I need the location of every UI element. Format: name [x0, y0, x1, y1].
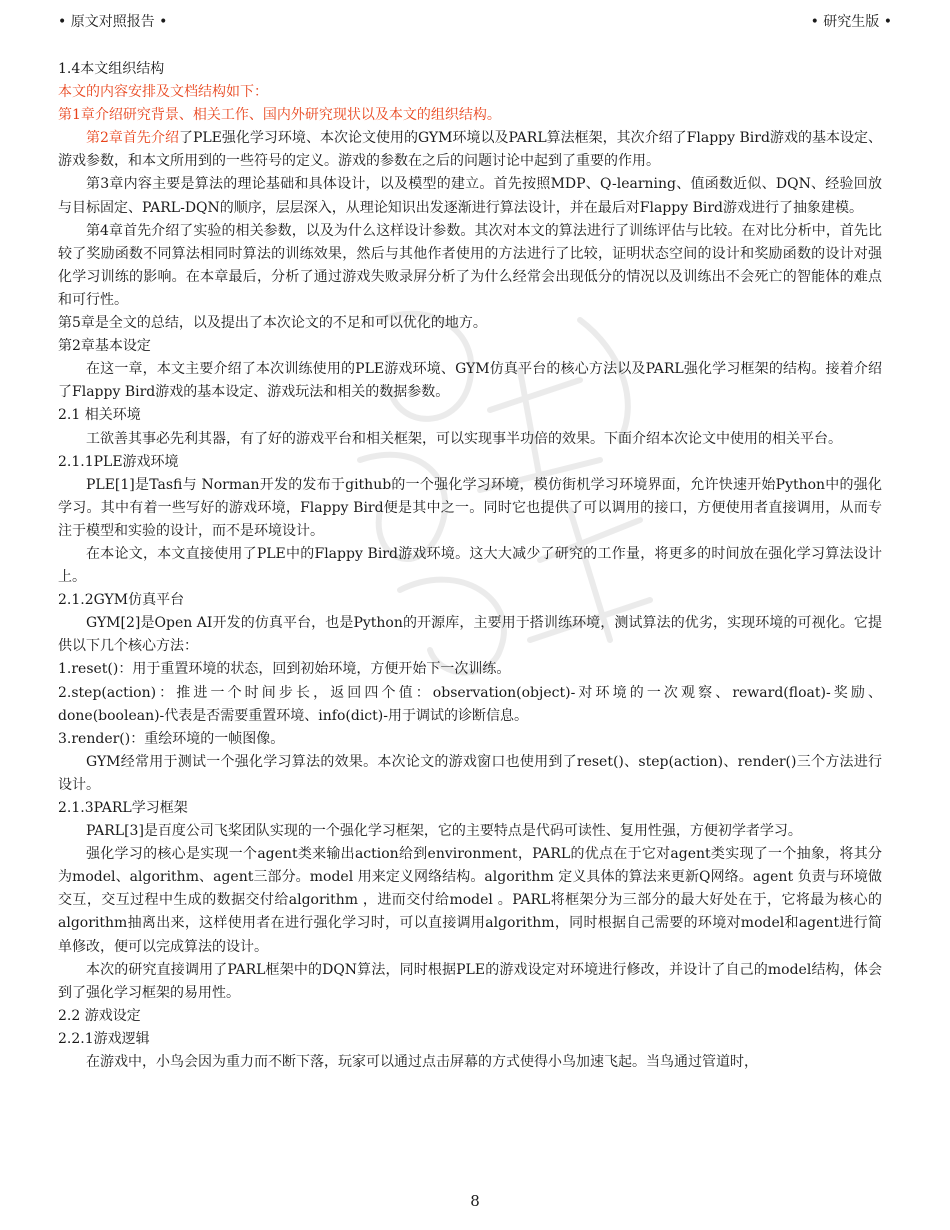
highlighted-paragraph: 本文的内容安排及文档结构如下：	[58, 84, 268, 101]
subsection-heading: 2.2.1游戏逻辑	[58, 1030, 150, 1047]
paragraph: 第3章内容主要是算法的理论基础和具体设计，以及模型的建立。首先按照MDP、Q-learning、值函数近似、DQN、经验回放与目标固定、PARL-DQN的顺序，层层深入，从理论知识出发逐渐进行算法设计，并在最后对Flappy Bird游戏进行了抽象建模。	[58, 176, 882, 216]
highlighted-paragraph: 第1章介绍研究背景、相关工作、国内外研究现状以及本文的组织结构。	[58, 107, 501, 124]
section-heading: 2.2 游戏设定	[58, 1007, 141, 1024]
subsection-heading: 2.1.3PARL学习框架	[58, 800, 188, 816]
list-item: 2.step(action)：推进一个时间步长，返回四个值：observation(object)-对环境的一次观察、reward(float)-奖励、done(boolean)-代表是否需要重置环境、info(dict)-用于调试的诊断信息。	[58, 684, 882, 724]
paragraph	[58, 127, 882, 173]
paragraph: GYM经常用于测试一个强化学习算法的效果。本次论文的游戏窗口也使用到了reset()、step(action)、render()三个方法进行设计。	[58, 753, 882, 793]
section-heading: 2.1 相关环境	[58, 407, 141, 424]
paragraph: PLE[1]是Tasfi与 Norman开发的发布于github的一个强化学习环境，模仿街机学习环境界面，允许快速开始Python中的强化学习。其中有着一些写好的游戏环境，Flappy Bird便是其中之一。同时它也提供了可以调用的接口，方便使用者直接调用，从而专注于模型和实验的设计，而不是环境设计。	[58, 476, 882, 539]
header-left-label: • 原文对照报告 •	[58, 14, 168, 30]
paragraph: 第4章首先介绍了实验的相关参数，以及为什么这样设计参数。其次对本文的算法进行了训练评估与比较。在对比分析中，首先比较了奖励函数不同算法相同时算法的训练效果，然后与其他作者使用的方法进行了比较，证明状态空间的设计和奖励函数的设计对强化学习训练的影响。在本章最后，分析了通过游戏失败录屏分析了为什么经常会出现低分的情况以及训练出不会死亡的智能体的难点和可行性。	[58, 222, 882, 308]
section-heading: 1.4本文组织结构	[58, 61, 165, 77]
list-item: 1.reset()：用于重置环境的状态，回到初始环境，方便开始下一次训练。	[58, 661, 511, 678]
paragraph: 在游戏中，小鸟会因为重力而不断下落，玩家可以通过点击屏幕的方式使得小鸟加速飞起。当鸟通过管道时，	[86, 1054, 758, 1071]
header-right-label: • 研究生版 •	[810, 14, 892, 30]
paragraph: 强化学习的核心是实现一个agent类来输出action给到environment，PARL的优点在于它对agent类实现了一个抽象，将其分为model、algorithm、agent三部分。model 用来定义网络结构。algorithm 定义具体的算法来更新Q网络。agent 负责与环境做交互，交互过程中生成的数据交付给algorithm ，进而交付给model 。PARL将框架分为三部分的最大好处在于，它将最为核心的algorithm抽离出来，这样使用者在进行强化学习时，可以直接调用algorithm，同时根据自己需要的环境对model和agent进行简单修改，便可以完成算法的设计。	[58, 846, 882, 955]
paragraph: GYM[2]是Open AI开发的仿真平台，也是Python的开源库，主要用于搭训练环境，测试算法的优劣，实现环境的可视化。它提供以下几个核心方法：	[58, 615, 882, 655]
subsection-heading: 2.1.1PLE游戏环境	[58, 453, 179, 470]
document-body	[58, 58, 882, 1074]
highlighted-phrase: 第2章首先介绍	[86, 130, 179, 147]
page-header	[58, 8, 892, 34]
chapter-heading: 第2章基本设定	[58, 338, 151, 355]
page-number: 8	[470, 1192, 480, 1210]
paragraph: 第5章是全文的总结，以及提出了本次论文的不足和可以优化的地方。	[58, 315, 487, 332]
paragraph: 在本论文，本文直接使用了PLE中的Flappy Bird游戏环境。这大大减少了研究的工作量，将更多的时间放在强化学习算法设计上。	[58, 545, 882, 586]
paragraph: 工欲善其事必先利其器，有了好的游戏平台和相关框架，可以实现事半功倍的效果。下面介绍本次论文中使用的相关平台。	[86, 430, 842, 447]
list-item: 3.render()：重绘环境的一帧图像。	[58, 730, 285, 747]
paragraph: 在这一章，本文主要介绍了本次训练使用的PLE游戏环境、GYM仿真平台的核心方法以及PARL强化学习框架的结构。接着介绍了Flappy Bird游戏的基本设定、游戏玩法和相关的数据参数。	[58, 361, 882, 401]
paragraph-text: 了PLE强化学习环境、本次论文使用的GYM环境以及PARL算法框架，其次介绍了Flappy Bird游戏的基本设定、游戏参数，和本文所用到的一些符号的定义。游戏的参数在之后的问题讨论中起到了重要的作用。	[58, 130, 882, 170]
paragraph: PARL[3]是百度公司飞桨团队实现的一个强化学习框架，它的主要特点是代码可读性、复用性强，方便初学者学习。	[86, 823, 802, 840]
paragraph: 本次的研究直接调用了PARL框架中的DQN算法，同时根据PLE的游戏设定对环境进行修改，并设计了自己的model结构，体会到了强化学习框架的易用性。	[58, 961, 882, 1001]
subsection-heading: 2.1.2GYM仿真平台	[58, 592, 185, 609]
